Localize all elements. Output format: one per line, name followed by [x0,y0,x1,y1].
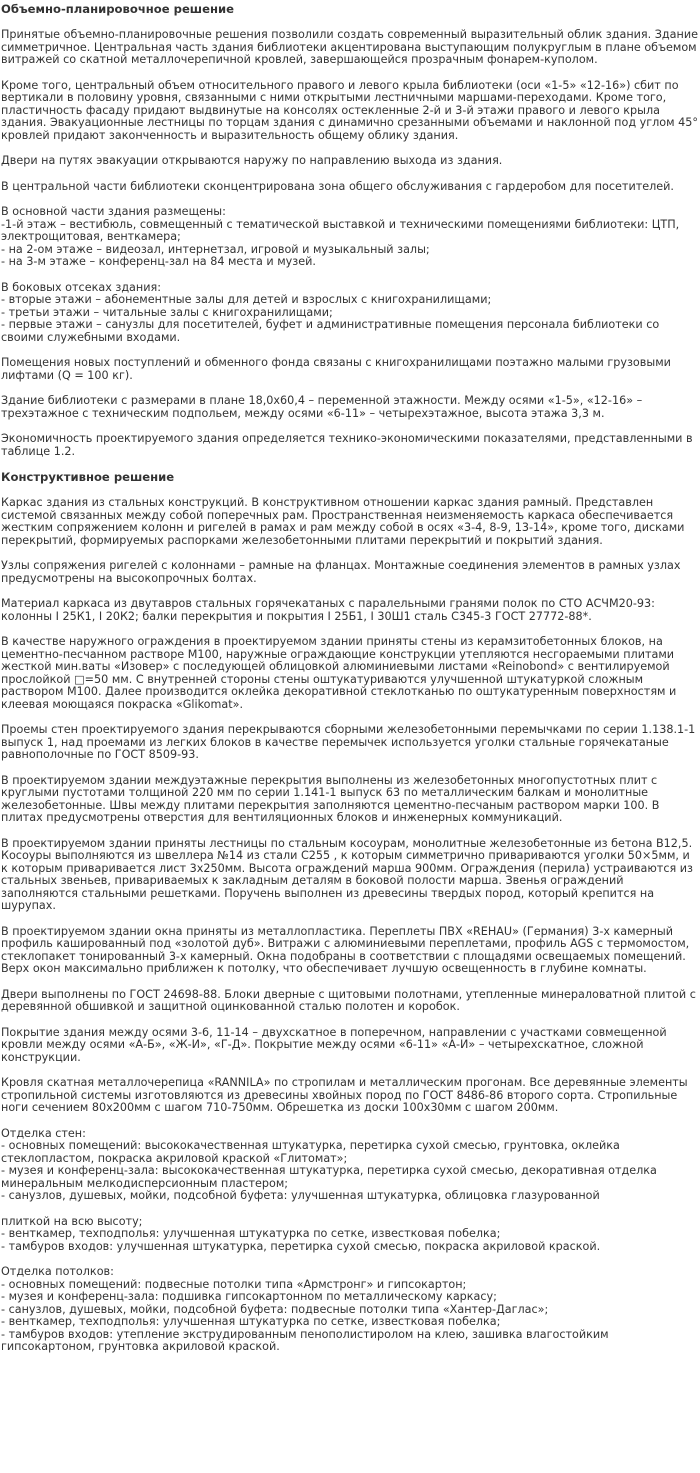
paragraph [1,989,699,1014]
paragraph [1,395,699,420]
paragraph [1,636,699,711]
paragraph-line: Отделка потолков: [1,1265,114,1278]
section-body [1,29,699,458]
paragraph [1,926,699,976]
paragraph-line: В центральной части библиотеки сконцентрирована зона общего обслуживания с гардеробом для посетителей. [1,179,674,193]
paragraph-line: Покрытие здания между осями 3-6, 11-14 – двухскатное в поперечном, направлении с участками совмещенной кровли между осями «А-Б», «Ж-И», «Г-Д». Покрытие между осями «6-11» «А-И» – четырехскатное, сложной конструкции. [1,1025,667,1064]
paragraph-line: - музея и конференц-зала: подшивка гипсокартонном по металлическому каркасу; [1,1290,497,1303]
paragraph-line: Материал каркаса из двутавров стальных горячекатаных с паралельными гранями полок по СТО АСЧМ20-93: колонны I 25К1, I 20К2; балки перекрытия и покрытия I 25Б1, I 30Ш1 сталь С345-3 ГОСТ 27772-88*. [1,597,655,623]
paragraph-line: -1-й этаж – вестибюль, совмещенный с тематической выставкой и техническими помещениями библиотеки: ЦТП, электрощитовая, венткамера; [1,217,680,243]
paragraph-line: В проектируемом здании междуэтажные перекрытия выполнены из железобетонных многопустотных плит с круглыми пустотами толщиной 220 мм по серии 1.141-1 выпуск 63 по металлическим балкам и монолитные железобетонные. Швы между плитами перекрытия заполняются цементно-песчаным раствором марки 100. В плитах предусмотрены отверстия для вентиляционных блоков и инженерных коммуникаций. [1,773,660,824]
paragraph-line: плиткой на всю высоту; [1,1214,143,1228]
paragraph-line: Проемы стен проектируемого здания перекрываются сборными железобетонными перемычками по серии 1.138.1-1 выпуск 1, над проемами из легких блоков в качестве перемычек используется уголки стальные горячекатаные равнополочные по ГОСТ 8509-93. [1,723,696,761]
paragraph-line: - первые этажи – санузлы для посетителей, буфет и административные помещения персонала библиотеки со своими служебными входами. [1,318,660,344]
paragraph-line: В проектируемом здании приняты лестницы по стальным косоурам, монолитные железобетонные из бетона В12,5. Косоуры выполняются из швеллера №14 из стали С255 , к которым симметрично привариваются уголки 50×5мм, и к которым приваривается лист 3х250мм. Высота ограждений марша 900мм. Ограждения (перила) устраиваются из стальных звеньев, привариваемых к закладным деталям в боковой полости марша. Звенья ограждений заполняются стальными решетками. Поручень выполнен из древесины твердых пород, который крепится на шурупах. [1,836,693,912]
paragraph [1,282,699,345]
paragraph-line: В качестве наружного ограждения в проектируемом здании приняты стены из керамзитобетонных блоков, на цементно-песчанном растворе М100, наружные ограждающие конструкции утепляются несгораемыми плитами жесткой мин.ваты «Изовер» с последующей облицовкой алюминиевыми листами «Reinobond» с вентилируемой прослойкой □=50 мм. С внутренней стороны стены оштукатуриваются улучшенной штукатуркой сложным раствором М100. Далее производится оклейка декоративной стеклотканью по оштукатуренным поверхностям и клеевая моющаяся покраска «Glikomat». [1,635,677,711]
paragraph-line: - музея и конференц-зала: высококачественная штукатурка, перетирка сухой смесью, декоративная отделка минеральным мелкодисперсионным пластером; [1,1164,657,1190]
paragraph-line: - третьи этажи – читальные залы с книгохранилищами; [1,305,333,319]
paragraph-line: - венткамер, техподполья: улучшенная штукатурка по сетке, известковая побелка; [1,1315,501,1328]
paragraph-line: - санузлов, душевых, мойки, подсобной буфета: улучшенная штукатурка, облицовка глазурованной [1,1189,600,1202]
paragraph [1,29,699,67]
paragraph [1,181,699,194]
paragraph [1,1128,699,1203]
paragraph [1,1027,699,1065]
paragraph [1,775,699,825]
paragraph-line: - на 3-м этаже – конференц-зал на 84 места и музей. [1,255,316,268]
paragraph [1,206,699,269]
section-heading: Конструктивное решение [1,470,175,484]
paragraph-line: - вторые этажи – абонементные залы для детей и взрослых с книгохранилищами; [1,293,492,306]
section-body [1,497,699,1354]
paragraph-line: - на 2-ом этаже – видеозал, интернетзал, игровой и музыкальный залы; [1,242,430,256]
paragraph-line: Двери выполнены по ГОСТ 24698-88. Блоки дверные с щитовыми полотнами, утепленные минераловатной плитой с деревянной обшивкой и защитной оцинкованной сталью полотен и коробок. [1,987,696,1013]
paragraph-line: - основных помещений: высококачественная штукатурка, перетирка сухой смесью, грунтовка, оклейка стеклопластом, покраска акриловой краской «Глитомат»; [1,1139,620,1165]
paragraph [1,497,699,547]
paragraph-line: Узлы сопряжения ригелей с колоннами – рамные на фланцах. Монтажные соединения элементов в рамных узлах предусмотрены на высокопрочных болтах. [1,559,681,585]
paragraph [1,433,699,458]
paragraph [1,1077,699,1115]
paragraph-line: - венткамер, техподполья: улучшенная штукатурка по сетке, известковая побелка; [1,1227,501,1240]
paragraph [1,560,699,585]
paragraph [1,155,699,168]
paragraph-line: - тамбуров входов: улучшенная штукатурка, перетирка сухой смесью, покраска акриловой краской. [1,1239,601,1253]
paragraph-line: Принятые объемно-планировочные решения позволили создать современный выразительный облик здания. Здание симметричное. Центральная часть здания библиотеки акцентирована выступающим полукруглым в плане объемом витражей со скатной металлочерепичной кровлей, завершающейся прозрачным фонарем-куполом. [1,28,698,66]
section-structural [1,471,699,1354]
paragraph [1,80,699,143]
paragraph [1,1266,699,1354]
paragraph-line: - тамбуров входов: утепление экструдированным пенополистиролом на клею, зашивка влагостойким гипсокартоном, грунтовка акриловой краской. [1,1327,609,1353]
section-space-planning [1,3,699,458]
paragraph-line: Двери на путях эвакуации открываются наружу по направлению выхода из здания. [1,154,503,167]
paragraph-line: В основной части здания размещены: [1,205,226,218]
paragraph [1,838,699,913]
paragraph-line: Каркас здания из стальных конструкций. В конструктивном отношении каркас здания рамный. Представлен системой связанных между собой поперечных рам. Пространственная неизменяемость каркаса обеспечивается жестким сопряжением колонн и ригелей в рамах и рам между собой в осях «3-4, 8-9, 13-14», кроме того, дисками перекрытий, формируемых распорками железобетонными плитами перекрытий и покрытий здания. [1,496,685,547]
paragraph [1,1216,699,1254]
paragraph-line: Здание библиотеки с размерами в плане 18,0х60,4 – переменной этажности. Между осями «1-5», «12-16» – трехэтажное с техническим подпольем, между осями «6-11» – четырехэтажное, высота этажа 3,3 м. [1,394,643,420]
paragraph-line: - санузлов, душевых, мойки, подсобной буфета: подвесные потолки типа «Хантер-Даглас»; [1,1302,549,1316]
paragraph-line: Экономичность проектируемого здания определяется технико-экономическими показателями, представленными в таблице 1.2. [1,432,693,458]
paragraph-line: В боковых отсеках здания: [1,280,161,294]
paragraph-line: Отделка стен: [1,1126,86,1140]
paragraph-line: В проектируемом здании окна приняты из металлопластика. Переплеты ПВХ «REHAU» (Германия) 3-х камерный профиль кашированный под «золотой дуб». Витражи с алюминиевыми переплетами, профиль AGS с термомостом, стеклопакет тонированный 3-х камерный. Окна подобраны в соответствии с площадями освещаемых помещений. Верх окон максимально приближен к потолку, что обеспечивает лучшую освещенность в глубине комнаты. [1,924,690,975]
section-heading: Объемно-планировочное решение [1,2,234,16]
paragraph [1,598,699,623]
paragraph [1,724,699,762]
paragraph-line: Кроме того, центральный объем относительного правого и левого крыла библиотеки (оси «1-5» «12-16») сбит по вертикали в половину уровня, связанными с ними открытыми лестничными маршами-переходами. Кроме того, пластичность фасаду придают выдвинутые на консолях остекленные 2-й и 3-й этажи правого и левого крыла здания. Эвакуационные лестницы по торцам здания с динамично срезанными объемами и наклонной под углом 45° кровлей придают законченность и выразительность общему облику здания. [1,78,698,142]
paragraph-line: Кровля скатная металлочерепица «RANNILA» по стропилам и металлическим прогонам. Все деревянные элементы стропильной системы изготовляются из древесины хвойных пород по ГОСТ 8486-86 второго сорта. Стропильные ноги сечением 80х200мм с шагом 710-750мм. Обрешетка из доски 100х30мм с шагом 200мм. [1,1076,688,1114]
paragraph [1,357,699,382]
paragraph-line: - основных помещений: подвесные потолки типа «Армстронг» и гипсокартон; [1,1277,467,1291]
paragraph-line: Помещения новых поступлений и обменного фонда связаны с книгохранилищами поэтажно малыми грузовыми лифтами (Q = 100 кг). [1,356,671,382]
